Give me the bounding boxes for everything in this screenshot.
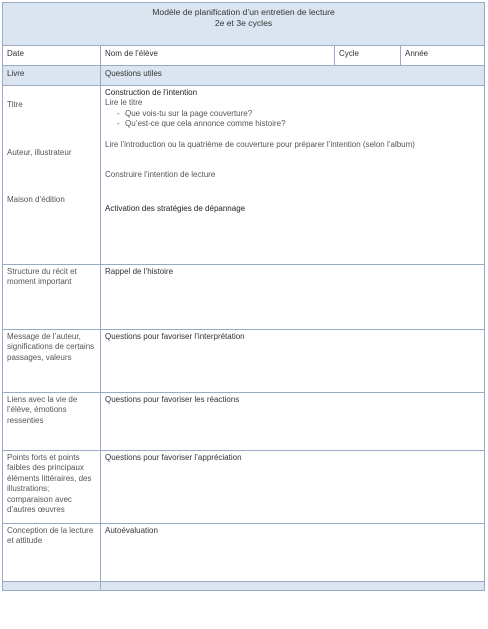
row-left-cell: Points forts et points faibles des principaux éléments littéraires, des illustrations; comparaison avec d’autres œuvres [3,451,101,524]
page-title: Modèle de planification d’un entretien de lecture [152,7,335,17]
row-right-cell: Questions pour favoriser l’appréciation [101,451,485,524]
title-cell [3,3,485,46]
year-header: Année [401,46,485,66]
intention-subheading: Lire le titre [105,98,143,108]
row-right-cell: Questions pour favoriser l’interprétation [101,330,485,393]
book-author-label: Auteur, illustrateur [7,148,72,158]
intention-heading: Construction de l’intention [105,88,198,97]
date-header: Date [3,46,101,66]
intention-intro: Lire l’introduction ou la quatrième de couverture pour préparer l’intention (selon l’album) [105,139,415,149]
intention-cell [101,86,485,265]
row-left-cell: Message de l’auteur, significations de certains passages, valeurs [3,330,101,393]
footer-band-right [101,582,485,591]
intention-bullet-1: Que vois-tu sur la page couverture? [125,108,253,118]
footer-band-left [3,582,101,591]
row-right-cell: Rappel de l’histoire [101,265,485,330]
row-left-cell: Liens avec la vie de l’élève, émotions ressenties [3,393,101,451]
book-section-header: Livre [3,66,101,86]
dash-icon: - [117,108,120,118]
planning-table [2,2,485,591]
row-left-cell: Conception de la lecture et attitude [3,524,101,582]
student-name-header: Nom de l’élève [101,46,335,66]
intention-activation: Activation des stratégies de dépannage [105,204,246,214]
book-info-cell [3,86,101,265]
row-right-cell: Questions pour favoriser les réactions [101,393,485,451]
row-right-cell: Autoévaluation [101,524,485,582]
questions-section-header: Questions utiles [101,66,485,86]
cycle-header: Cycle [335,46,401,66]
row-left-cell: Structure du récit et moment important [3,265,101,330]
book-title-label: Titre [7,100,23,109]
book-publisher-label: Maison d’édition [7,194,65,204]
page-subtitle: 2e et 3e cycles [214,18,273,29]
planning-sheet [2,2,484,591]
intention-construire: Construire l’intention de lecture [105,169,216,179]
intention-bullet-2: Qu’est-ce que cela annonce comme histoire? [125,119,286,129]
dash-icon: - [117,119,120,129]
